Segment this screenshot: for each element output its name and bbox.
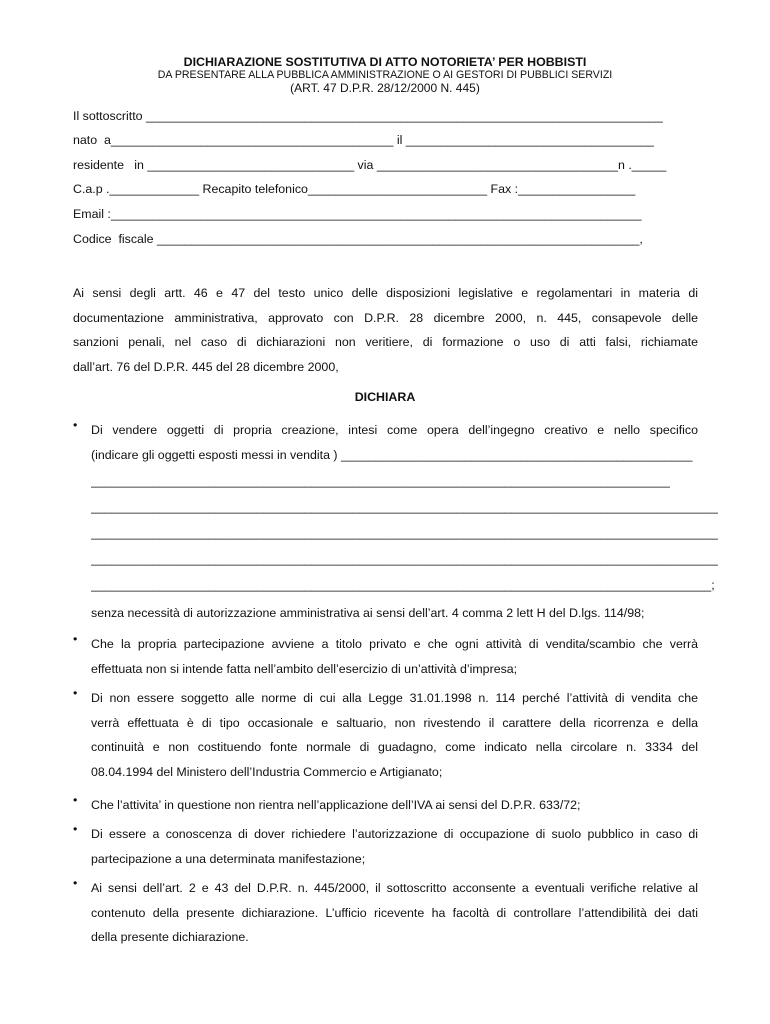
bullet-line: della presente dichiarazione. (91, 930, 249, 945)
field-email[interactable]: Email :_____________________________________________________________________________ (73, 207, 642, 221)
bullet-line: effettuata non si intende fatta nell’ambito dell’esercizio di un’attività d’impresa; (91, 661, 518, 676)
bullet-line: Che l’attivita’ in questione non rientra nell’applicazione dell’IVA ai sensi del D.P.R. 633/72; (91, 798, 581, 812)
intro-line: dall’art. 76 del D.P.R. 445 del 28 dicembre 2000, (73, 359, 339, 374)
intro-line: Ai sensi degli artt. 46 e 47 del testo unico delle disposizioni legislative e regolamentari in materia di (73, 286, 698, 300)
field-codice-fiscale[interactable]: Codice fiscale ______________________________________________________________________, (73, 232, 643, 246)
bullet-line: Di vendere oggetti di propria creazione, intesi come opera dell’ingegno creativo e nello specifico (91, 423, 698, 437)
bullet-line[interactable]: (indicare gli oggetti esposti messi in vendita ) ___________________________________________________ (91, 447, 693, 462)
bullet-dot-icon: • (73, 418, 78, 432)
bullet-line: partecipazione a una determinata manifestazione; (91, 851, 366, 866)
bullet-text (91, 793, 698, 818)
bullet-line: verrà effettuata è di tipo occasionale e saltuario, non rivestendo il carattere della ricorrenza e della (91, 715, 698, 730)
bullet-line: Di essere a conoscenza di dover richiedere l’autorizzazione di occupazione di suolo pubblico in caso di (91, 827, 698, 841)
legal-reference: (ART. 47 D.P.R. 28/12/2000 N. 445) (290, 81, 480, 95)
write-in-line[interactable]: ___________________________________________________________________________________________ (91, 552, 719, 566)
write-in-line[interactable]: ___________________________________________________________________________________________ (91, 526, 719, 540)
bullet-text (91, 822, 698, 871)
document-title: DICHIARAZIONE SOSTITUTIVA DI ATTO NOTORIETA’ PER HOBBISTI (183, 55, 587, 69)
field-cap-telefono-fax[interactable]: C.a.p ._____________ Recapito telefonico__________________________ Fax :_________________ (73, 182, 636, 196)
bullet-dot-icon: • (73, 632, 78, 646)
bullet-dot-icon: • (73, 876, 78, 890)
field-sottoscritto[interactable]: Il sottoscritto ___________________________________________________________________________ (73, 109, 663, 123)
write-in-line[interactable]: ____________________________________________________________________________________ (91, 474, 670, 488)
bullet-line: Che la propria partecipazione avviene a titolo privato e che ogni attività di vendita/scambio che verrà (91, 637, 698, 651)
bullet-dot-icon: • (73, 793, 78, 807)
bullet-line: Di non essere soggetto alle norme di cui alla Legge 31.01.1998 n. 114 perché l’attività di vendita che (91, 691, 698, 705)
dichiara-heading: DICHIARA (354, 390, 416, 404)
bullet-tail-text: senza necessità di autorizzazione amministrativa ai sensi dell’art. 4 comma 2 lett H del D.lgs. 114/98; (91, 606, 645, 620)
bullet-line: 08.04.1994 del Ministero dell’Industria Commercio e Artigianato; (91, 764, 443, 779)
field-nato[interactable]: nato a_________________________________________ il ____________________________________ (73, 133, 654, 147)
bullet-text (91, 686, 698, 784)
intro-line: sanzioni penali, nel caso di dichiarazioni non veritiere, di formazione o uso di atti falsi, richiamate (73, 335, 698, 350)
intro-line: documentazione amministrativa, approvato con D.P.R. 28 dicembre 2000, n. 445, consapevole delle (73, 310, 698, 325)
bullet-dot-icon: • (73, 822, 78, 836)
field-residente[interactable]: residente in ______________________________ via ___________________________________n ._____ (73, 158, 667, 172)
intro-paragraph (73, 281, 698, 379)
bullet-line: Ai sensi dell’art. 2 e 43 del D.P.R. n. 445/2000, il sottoscritto acconsente a eventuali verifiche relative al (91, 881, 698, 895)
bullet-line: contenuto della presente dichiarazione. L’ufficio ricevente ha facoltà di controllare l’attendibilità dei dati (91, 905, 698, 920)
write-in-line[interactable]: ___________________________________________________________________________________________ (91, 500, 719, 514)
write-in-line[interactable]: __________________________________________________________________________________________; (91, 578, 715, 592)
document-subtitle: DA PRESENTARE ALLA PUBBLICA AMMINISTRAZIONE O AI GESTORI DI PUBBLICI SERVIZI (157, 69, 613, 81)
bullet-text (91, 632, 698, 681)
bullet-text (91, 876, 698, 950)
bullet-line: continuità e non costituendo fonte normale di guadagno, come indicato nella circolare n. 3334 del (91, 740, 698, 755)
bullet-dot-icon: • (73, 686, 78, 700)
bullet-text (91, 418, 698, 467)
